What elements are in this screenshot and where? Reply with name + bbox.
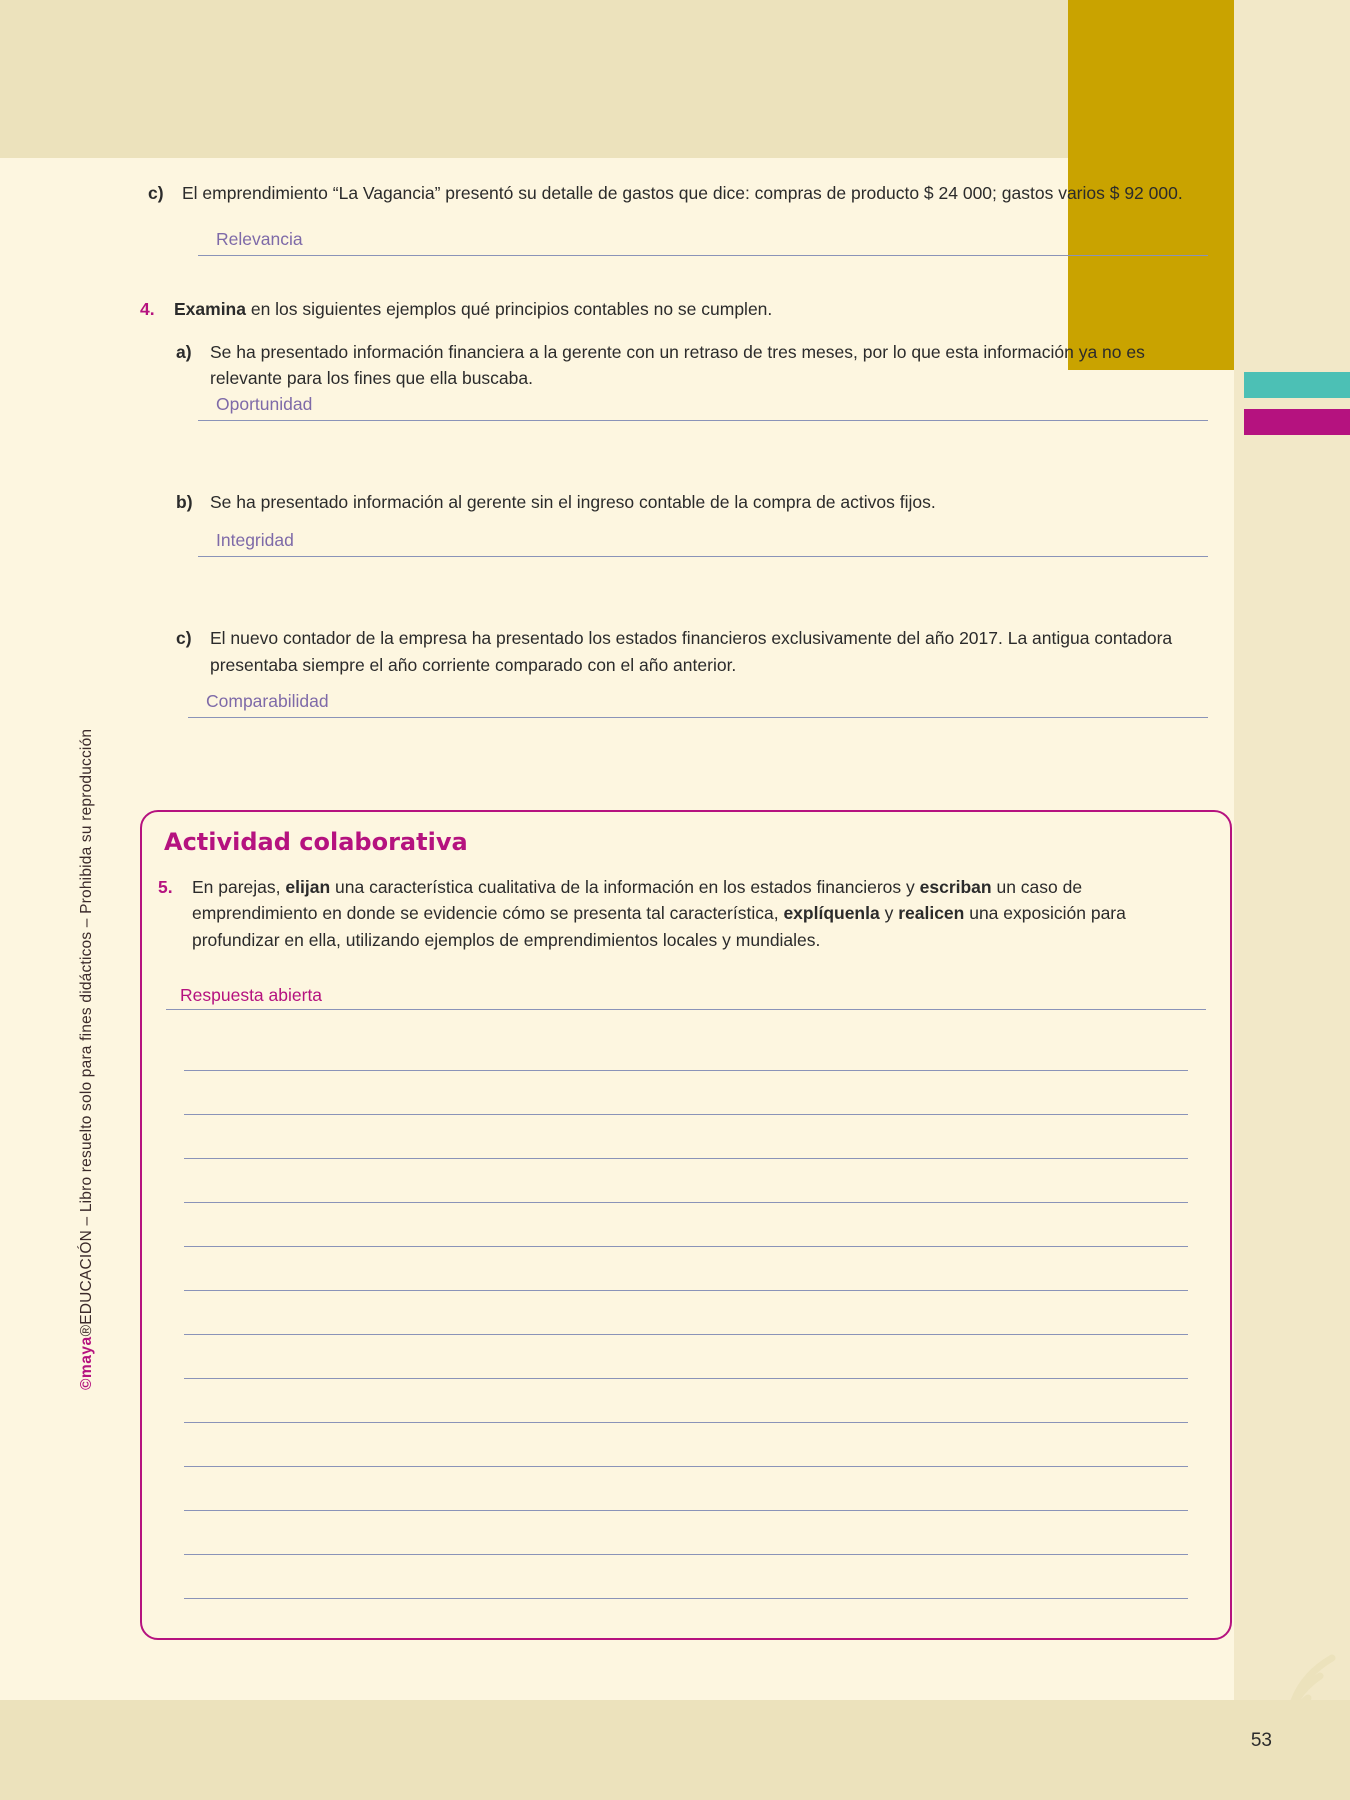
activity-bold-escriban: escriban bbox=[919, 877, 992, 897]
question-4-item-c bbox=[168, 625, 1220, 678]
question-4-marker-c: c) bbox=[176, 628, 192, 649]
answer-rule bbox=[198, 556, 1208, 557]
question-4-text-b: Se ha presentado información al gerente sin el ingreso contable de la compra de activos fijos. bbox=[210, 492, 936, 512]
blank-line[interactable] bbox=[184, 1555, 1188, 1599]
activity-answer-text: Respuesta abierta bbox=[180, 985, 323, 1005]
question-4 bbox=[140, 296, 1220, 322]
activity-text-part1: En parejas, bbox=[192, 877, 286, 897]
activity-bold-realicen: realicen bbox=[898, 903, 965, 924]
answer-text-c: Relevancia bbox=[216, 229, 303, 249]
side-credit bbox=[78, 490, 96, 1390]
answer-rule bbox=[198, 420, 1208, 421]
activity-bold-expliquenla: explíquenla bbox=[783, 903, 880, 924]
bottom-margin-band bbox=[0, 1700, 1350, 1800]
question-4-text-a: Se ha presentado información financiera a la gerente con un retraso de tres meses, por lo que esta información ya no es relevante para los fines que ella buscaba. bbox=[210, 341, 1145, 388]
blank-line[interactable] bbox=[184, 1203, 1188, 1247]
activity-question-5 bbox=[158, 874, 1210, 953]
top-margin-band bbox=[0, 0, 1068, 158]
question-4-lead-rest: en los siguientes ejemplos qué principios contables no se cumplen. bbox=[245, 299, 773, 320]
side-credit-text: ®EDUCACIÓN – Libro resuelto solo para fines didácticos – Prohibida su reproducción bbox=[78, 728, 95, 1337]
answer-rule bbox=[198, 255, 1208, 256]
answer-line-4c[interactable] bbox=[188, 692, 1208, 722]
question-4-lead-bold: Examina bbox=[174, 299, 246, 320]
magenta-tab-marker bbox=[1244, 409, 1350, 435]
question-4-text bbox=[174, 296, 1220, 322]
question-4-marker: 4. bbox=[140, 299, 155, 320]
exercise-marker-c: c) bbox=[148, 183, 164, 203]
right-margin-strip bbox=[1234, 0, 1350, 1800]
publisher-logo: ©maya bbox=[78, 1336, 95, 1390]
blank-line[interactable] bbox=[184, 1159, 1188, 1203]
question-4-text-c: El nuevo contador de la empresa ha presentado los estados financieros exclusivamente del año 2017. La antigua contadora presentaba siempre el año corriente comparado con el año anterior. bbox=[210, 628, 1173, 675]
question-4-marker-b: b) bbox=[176, 492, 193, 512]
blank-line[interactable] bbox=[184, 1291, 1188, 1335]
activity-text-part5: una exposición para profundizar en ella, utilizando ejemplos de emprendimientos locales y mundiales. bbox=[192, 903, 1126, 950]
teal-tab-marker bbox=[1244, 372, 1350, 398]
question-4-marker-a: a) bbox=[176, 341, 192, 362]
activity-bold-elijan: elijan bbox=[285, 877, 331, 897]
activity-blank-lines[interactable] bbox=[184, 1027, 1188, 1599]
blank-line[interactable] bbox=[184, 1247, 1188, 1291]
answer-rule bbox=[188, 717, 1208, 718]
question-4-item-b bbox=[168, 489, 1220, 515]
answer-line-c[interactable] bbox=[198, 230, 1208, 260]
exercise-item-c bbox=[140, 180, 1220, 206]
activity-box bbox=[140, 810, 1232, 1640]
blank-line[interactable] bbox=[184, 1027, 1188, 1071]
answer-line-4b[interactable] bbox=[198, 531, 1208, 561]
blank-line[interactable] bbox=[184, 1379, 1188, 1423]
activity-text-part2: una característica cualitativa de la información en los estados financieros y bbox=[330, 877, 920, 897]
blank-line[interactable] bbox=[184, 1423, 1188, 1467]
answer-text-4c: Comparabilidad bbox=[206, 690, 329, 711]
activity-answer-line[interactable] bbox=[166, 984, 1206, 1014]
answer-text-4b: Integridad bbox=[216, 530, 294, 550]
blank-line[interactable] bbox=[184, 1335, 1188, 1379]
activity-text-part3: un caso de emprendimiento en donde se evidencie cómo se presenta tal característica, bbox=[192, 877, 1083, 924]
answer-line-4a[interactable] bbox=[198, 395, 1208, 425]
activity-title: Actividad colaborativa bbox=[164, 828, 468, 856]
activity-text bbox=[192, 874, 1210, 953]
question-4-item-a bbox=[168, 339, 1220, 392]
answer-rule bbox=[166, 1009, 1206, 1010]
exercise-text-c: El emprendimiento “La Vagancia” presentó su detalle de gastos que dice: compras de producto $ 24 000; gastos varios $ 92 000. bbox=[182, 183, 1183, 203]
activity-marker: 5. bbox=[158, 877, 173, 897]
main-content-column bbox=[140, 180, 1220, 722]
blank-line[interactable] bbox=[184, 1511, 1188, 1555]
page-number: 53 bbox=[1250, 1730, 1272, 1751]
activity-text-part4: y bbox=[879, 903, 899, 924]
blank-line[interactable] bbox=[184, 1467, 1188, 1511]
blank-line[interactable] bbox=[184, 1115, 1188, 1159]
blank-line[interactable] bbox=[184, 1071, 1188, 1115]
answer-text-4a: Oportunidad bbox=[216, 393, 313, 414]
